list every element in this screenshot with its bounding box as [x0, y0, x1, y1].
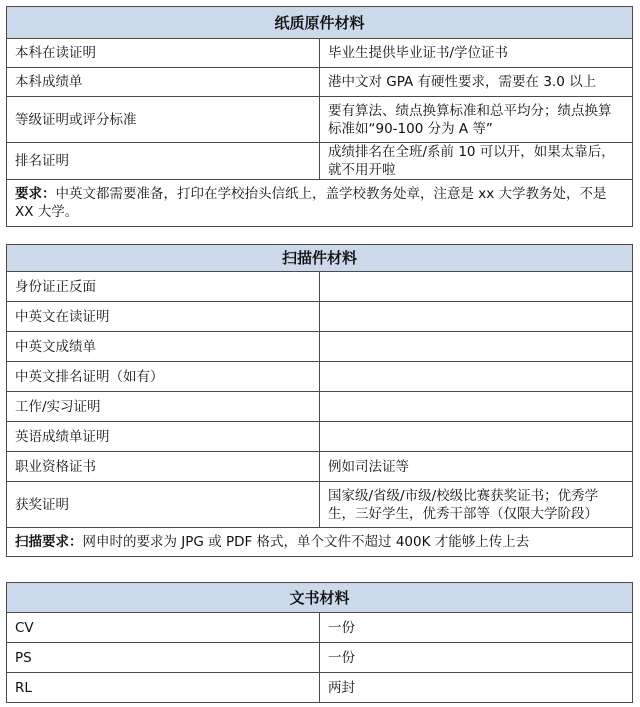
desc-cell — [320, 302, 633, 332]
item-cell: 中英文成绩单 — [7, 332, 320, 362]
item-cell: 英语成绩单证明 — [7, 422, 320, 452]
desc-cell: 国家级/省级/市级/校级比赛获奖证书；优秀学生，三好学生，优秀干部等（仅限大学阶段） — [320, 482, 633, 528]
item-cell: 工作/实习证明 — [7, 392, 320, 422]
table-row — [7, 332, 633, 362]
table-header-row — [7, 583, 633, 613]
item-cell: 排名证明 — [7, 143, 320, 180]
item-cell: PS — [7, 643, 320, 673]
desc-cell: 一份 — [320, 613, 633, 643]
note-row — [7, 180, 633, 227]
note-row — [7, 528, 633, 557]
table-row — [7, 68, 633, 97]
item-cell: 本科成绩单 — [7, 68, 320, 97]
item-cell: 获奖证明 — [7, 482, 320, 528]
desc-cell — [320, 362, 633, 392]
table-row — [7, 452, 633, 482]
table-row — [7, 613, 633, 643]
paper-materials-title: 纸质原件材料 — [7, 7, 633, 39]
paper-materials-table — [6, 6, 633, 227]
desc-cell: 一份 — [320, 643, 633, 673]
table-header-row — [7, 245, 633, 272]
table-row — [7, 272, 633, 302]
note-text: 网申时的要求为 JPG 或 PDF 格式，单个文件不超过 400K 才能够上传上去 — [82, 534, 530, 550]
table-row — [7, 362, 633, 392]
item-cell: 等级证明或评分标准 — [7, 97, 320, 143]
table-header-row — [7, 7, 633, 39]
scan-requirements-note — [7, 528, 633, 557]
docs-materials-table — [6, 582, 633, 703]
table-row — [7, 39, 633, 68]
note-text: 中英文都需要准备，打印在学校抬头信纸上，盖学校教务处章，注意是 xx 大学教务处，不是 XX 大学。 — [15, 186, 607, 220]
item-cell: 中英文在读证明 — [7, 302, 320, 332]
table-row — [7, 143, 633, 180]
table-row — [7, 482, 633, 528]
table-row — [7, 643, 633, 673]
desc-cell: 要有算法、绩点换算标准和总平均分；绩点换算标准如“90-100 分为 A 等” — [320, 97, 633, 143]
docs-materials-title: 文书材料 — [7, 583, 633, 613]
item-cell: 职业资格证书 — [7, 452, 320, 482]
item-cell: 身份证正反面 — [7, 272, 320, 302]
item-cell: 中英文排名证明（如有） — [7, 362, 320, 392]
scan-materials-title: 扫描件材料 — [7, 245, 633, 272]
desc-cell: 成绩排名在全班/系前 10 可以开，如果太靠后，就不用开啦 — [320, 143, 633, 180]
desc-cell: 毕业生提供毕业证书/学位证书 — [320, 39, 633, 68]
desc-cell: 两封 — [320, 673, 633, 703]
table-row — [7, 392, 633, 422]
desc-cell: 港中文对 GPA 有硬性要求，需要在 3.0 以上 — [320, 68, 633, 97]
desc-cell — [320, 392, 633, 422]
paper-requirements-note — [7, 180, 633, 227]
note-label: 要求： — [15, 186, 56, 202]
table-row — [7, 97, 633, 143]
item-cell: 本科在读证明 — [7, 39, 320, 68]
note-label: 扫描要求： — [15, 534, 83, 550]
table-row — [7, 302, 633, 332]
item-cell: CV — [7, 613, 320, 643]
desc-cell — [320, 332, 633, 362]
desc-cell — [320, 272, 633, 302]
item-cell: RL — [7, 673, 320, 703]
table-row — [7, 673, 633, 703]
desc-cell — [320, 422, 633, 452]
table-row — [7, 422, 633, 452]
desc-cell: 例如司法证等 — [320, 452, 633, 482]
scan-materials-table — [6, 244, 633, 557]
